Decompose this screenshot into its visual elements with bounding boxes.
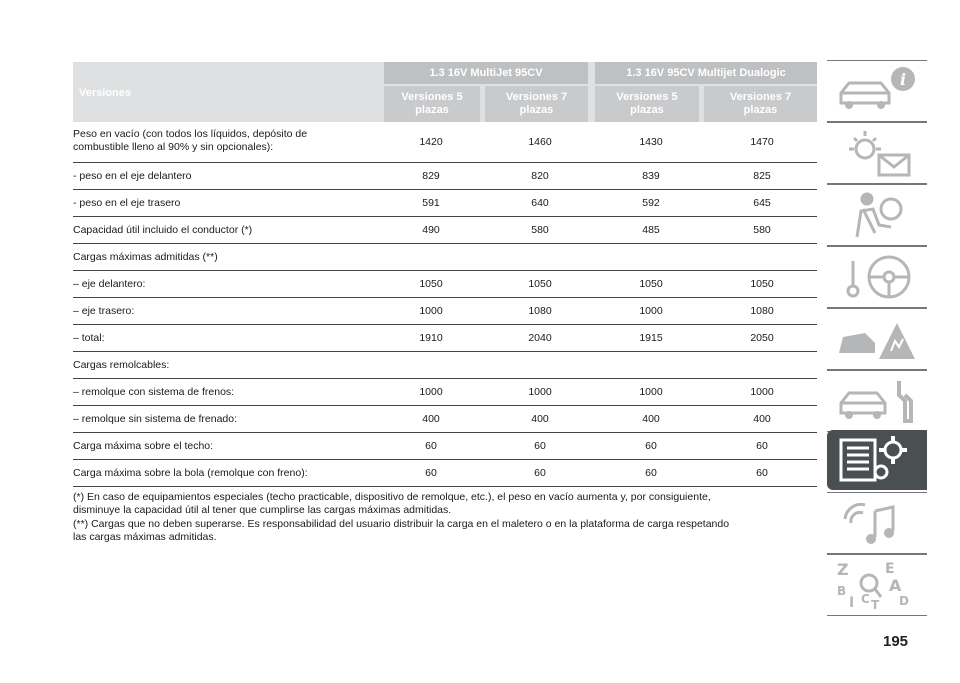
table-cell: 60 [645,467,657,479]
sub-header-7-seats: Versiones 7 plazas [485,86,588,122]
row-label: - peso en el eje delantero [73,170,192,182]
table-cell: 1050 [419,278,443,290]
sub-header-5-seats: Versiones 5 plazas [595,86,699,122]
footnote-2: (**) Cargas que no deben superarse. Es responsabilidad del usuario distribuir la carga en el maletero o en la plataforma de carga respetando las cargas máximas admitidas. [73,518,730,543]
nav-item-multimedia[interactable] [827,492,927,554]
table-row [73,460,817,487]
svg-text:I: I [849,595,855,611]
row-label: - peso en el eje trasero [73,197,181,209]
table-cell: 1050 [639,278,663,290]
table-row [73,217,817,244]
table-cell: 591 [422,197,440,209]
table-cell: 60 [756,467,768,479]
engine-header-dualogic: 1.3 16V 95CV Multijet Dualogic [595,62,817,84]
row-label: – eje delantero: [73,278,146,290]
table-cell: 839 [642,170,660,182]
table-cell: 1915 [639,332,663,344]
table-cell: 580 [531,224,549,236]
row-label: – eje trasero: [73,305,135,317]
technical-data-icon [835,434,919,486]
nav-item-starting-driving[interactable] [827,246,927,308]
table-cell: 820 [531,170,549,182]
table-cell: 1420 [419,136,443,148]
table-cell: 592 [642,197,660,209]
table-cell: 1430 [639,136,663,148]
table-cell: 1050 [750,278,774,290]
table-cell: 1000 [639,305,663,317]
footnote-1: (*) En caso de equipamientos especiales (techo practicable, dispositivo de remolque, etc.), el peso en vacío aumenta y, por consiguiente, disminuye la capacidad útil al tener que cumplirse las cargas máximas admitidas. [73,491,711,516]
car-info-icon [835,65,919,117]
technical-data-table [73,62,817,487]
table-cell: 1910 [419,332,443,344]
table-cell: 2040 [528,332,552,344]
table-row [73,433,817,460]
row-label: – remolque con sistema de frenos: [73,386,235,398]
sub-header-7-seats: Versiones 7 plazas [704,86,817,122]
table-cell: 1080 [528,305,552,317]
table-header [73,62,817,122]
table-cell: 1000 [528,386,552,398]
table-cell: 1000 [639,386,663,398]
table-row [73,244,817,271]
svg-text:D: D [899,594,909,608]
row-label: – remolque sin sistema de frenado: [73,413,238,425]
table-cell: 640 [531,197,549,209]
table-cell: 1000 [750,386,774,398]
table-cell: 829 [422,170,440,182]
table-row [73,163,817,190]
steering-wheel-key-icon [835,251,919,303]
row-label: Cargas máximas admitidas (**) [73,251,218,263]
alphabetical-index-icon [835,559,919,611]
table-cell: 485 [642,224,660,236]
nav-item-safety[interactable] [827,184,927,246]
sub-header-5-seats: Versiones 5 plazas [384,86,480,122]
svg-text:C: C [861,592,870,606]
table-cell: 60 [756,440,768,452]
table-cell: 490 [422,224,440,236]
row-label: Carga máxima sobre la bola (remolque con freno): [73,467,308,479]
table-cell: 580 [753,224,771,236]
svg-text:B: B [837,584,847,598]
warning-lights-icon [835,127,919,179]
row-label: – total: [73,332,105,344]
table-cell: 1080 [750,305,774,317]
page-number: 195 [883,633,909,650]
multimedia-icon [835,497,919,549]
nav-item-warnings[interactable] [827,122,927,184]
table-cell: 1460 [528,136,552,148]
table-cell: 645 [753,197,771,209]
table-cell: 825 [753,170,771,182]
nav-item-dashboard[interactable] [827,60,927,122]
table-row [73,352,817,379]
table-row [73,190,817,217]
table-row [73,406,817,433]
svg-text:T: T [871,598,880,611]
table-cell: 1000 [419,386,443,398]
table-row [73,271,817,298]
nav-item-index[interactable] [827,554,927,616]
nav-item-emergency[interactable] [827,308,927,370]
table-cell: 400 [642,413,660,425]
table-row [73,379,817,406]
table-cell: 60 [534,440,546,452]
table-cell: 60 [645,440,657,452]
table-row [73,325,817,352]
car-maintenance-icon [835,375,919,427]
engine-header-multijet: 1.3 16V MultiJet 95CV [384,62,588,84]
table-cell: 400 [531,413,549,425]
table-cell: 400 [753,413,771,425]
table-cell: 2050 [750,332,774,344]
versions-label: Versiones [79,87,131,99]
nav-item-maintenance[interactable] [827,370,927,432]
table-cell: 1000 [419,305,443,317]
table-cell: 60 [425,467,437,479]
emergency-accident-icon [835,313,919,365]
svg-text:Z: Z [837,560,849,579]
table-cell: 1050 [528,278,552,290]
table-cell: 60 [534,467,546,479]
svg-text:i: i [899,70,907,89]
safety-airbag-icon [835,189,919,241]
row-label: Capacidad útil incluido el conductor (*) [73,224,253,236]
row-label: Peso en vacío (con todos los líquidos, depósito de combustible lleno al 90% y sin opcionales): [73,128,308,153]
table-cell: 60 [425,440,437,452]
svg-text:A: A [889,576,902,595]
table-cell: 400 [422,413,440,425]
table-row [73,298,817,325]
row-label: Carga máxima sobre el techo: [73,440,214,452]
row-label: Cargas remolcables: [73,359,170,371]
svg-text:E: E [885,561,895,577]
table-row [73,122,817,163]
table-cell: 1470 [750,136,774,148]
nav-item-technical-data[interactable] [827,430,927,490]
